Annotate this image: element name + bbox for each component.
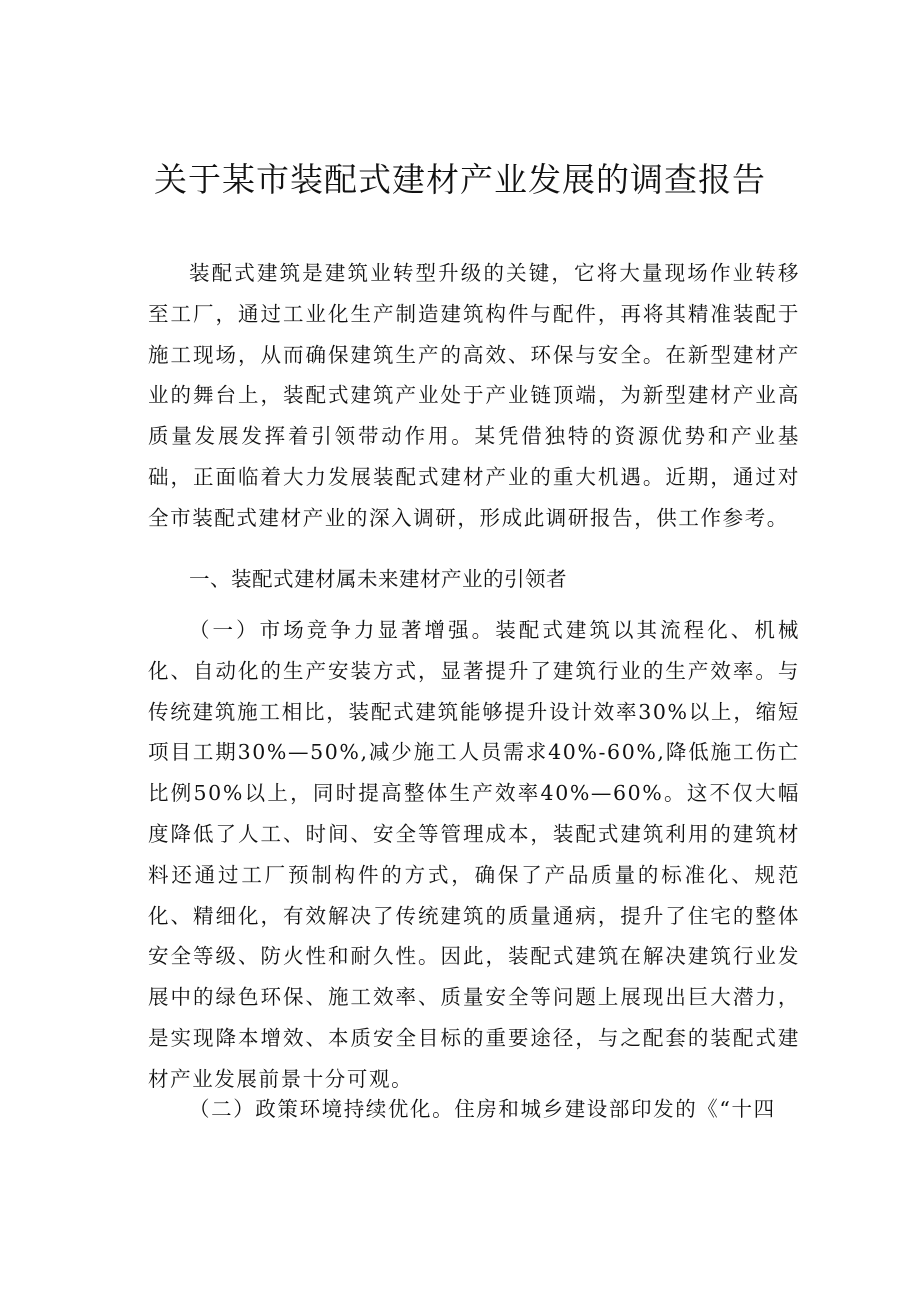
section-heading-1: 一、装配式建材属未来建材产业的引领者	[189, 567, 567, 591]
market-competitiveness-paragraph: （一）市场竞争力显著增强。装配式建筑以其流程化、机械化、自动化的生产安装方式，显著提升了建筑行业的生产效率。与传统建筑施工相比，装配式建筑能够提升设计效率30%以上，缩短项目工期30%—50%,减少施工人员需求40%-60%,降低施工伤亡比例50%以上，同时提高整体生产效率40%—60%。这不仅大幅度降低了人工、时间、安全等管理成本，装配式建筑利用的建筑材料还通过工厂预制构件的方式，确保了产品质量的标准化、规范化、精细化，有效解决了传统建筑的质量通病，提升了住宅的整体安全等级、防火性和耐久性。因此，装配式建筑在解决建筑行业发展中的绿色环保、施工效率、质量安全等问题上展现出巨大潜力，是实现降本增效、本质安全目标的重要途径，与之配套的装配式建材产业发展前景十分可观。	[148, 618, 800, 1091]
document-title: 关于某市装配式建材产业发展的调查报告	[154, 160, 766, 199]
policy-environment-paragraph: （二）政策环境持续优化。住房和城乡建设部印发的《“十四	[189, 1097, 776, 1121]
intro-paragraph: 装配式建筑是建筑业转型升级的关键，它将大量现场作业转移至工厂，通过工业化生产制造建筑构件与配件，再将其精准装配于施工现场，从而确保建筑生产的高效、环保与安全。在新型建材产业的舞台上，装配式建筑产业处于产业链顶端，为新型建材产业高质量发展发挥着引领带动作用。某凭借独特的资源优势和产业基础，正面临着大力发展装配式建材产业的重大机遇。近期，通过对全市装配式建材产业的深入调研，形成此调研报告，供工作参考。	[148, 261, 800, 530]
